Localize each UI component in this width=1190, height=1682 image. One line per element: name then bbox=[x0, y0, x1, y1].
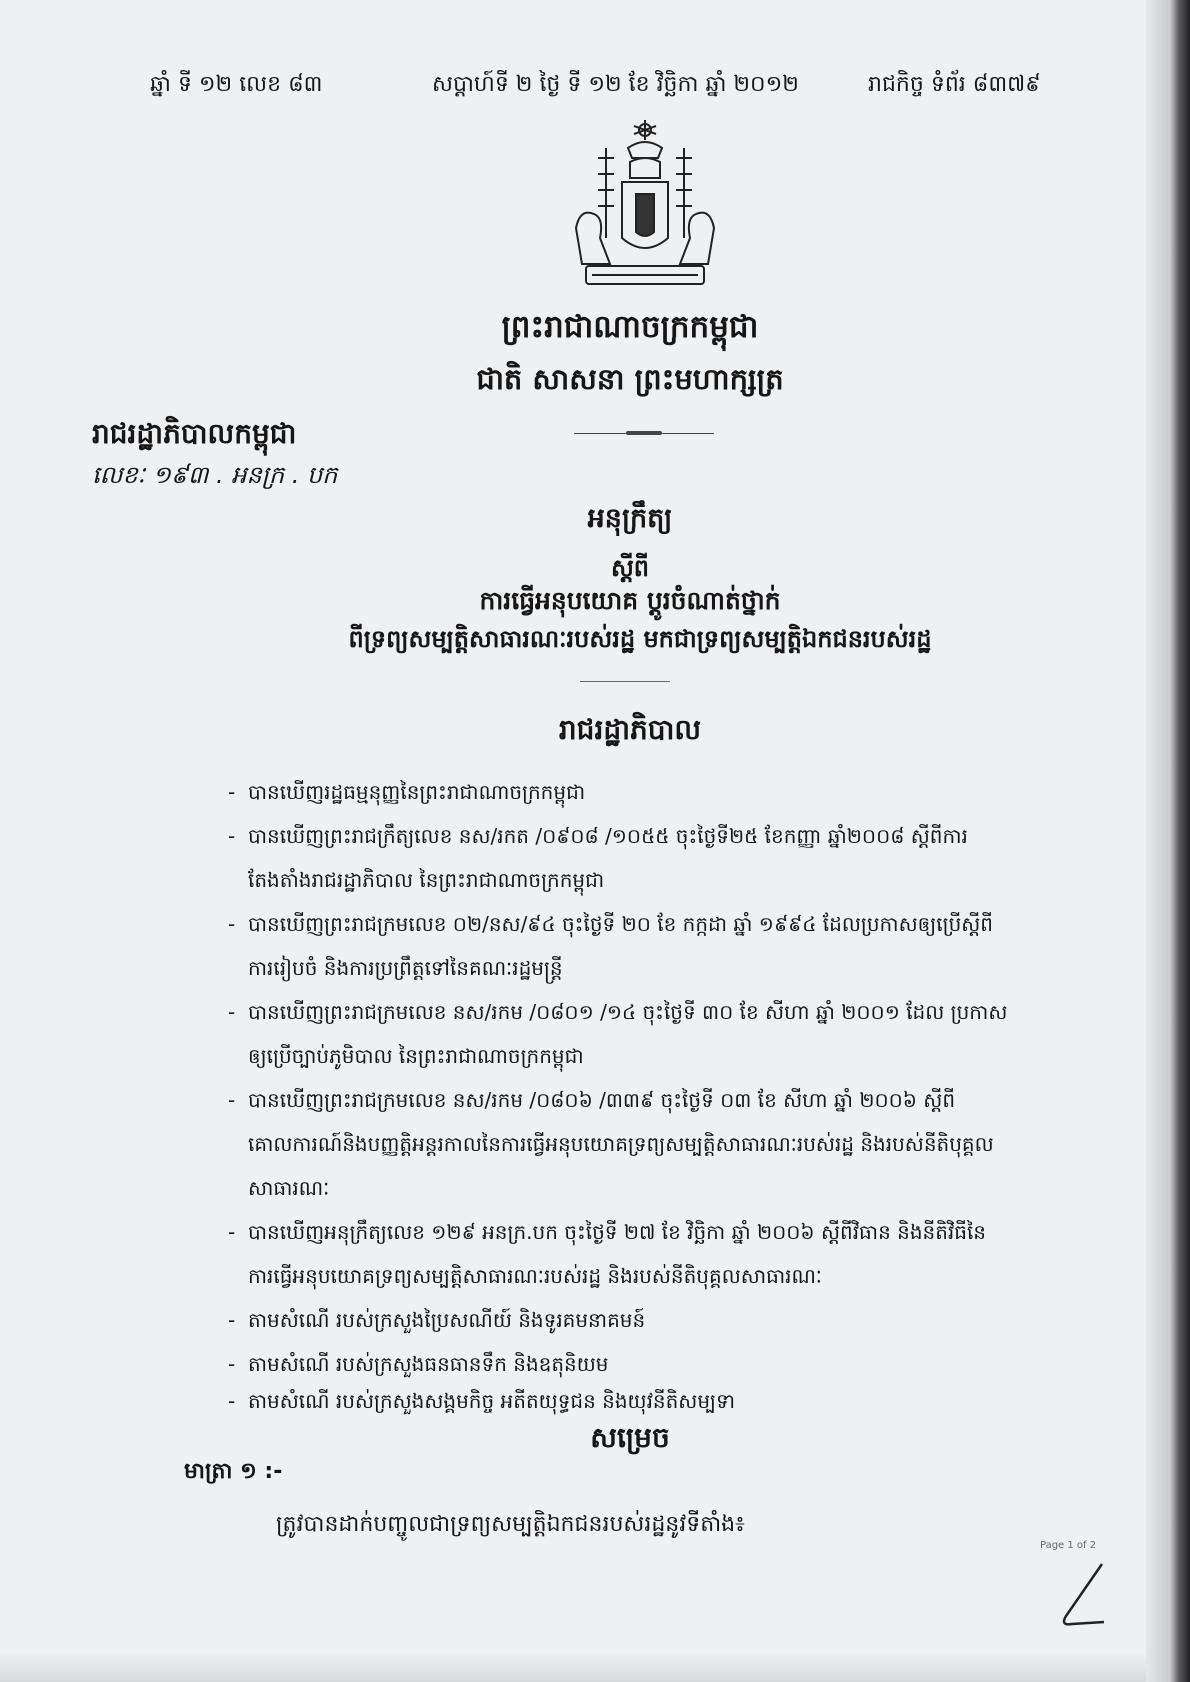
consideration-line: តាមសំណើ របស់ក្រសួងប្រៃសណីយ៍ និងទូរគមនាគមន៍ bbox=[248, 1308, 646, 1332]
consideration-item bbox=[228, 1078, 1063, 1210]
document-about: ស្តីពី bbox=[610, 554, 650, 582]
consideration-line: បានឃើញព្រះរាជក្រមលេខ ០២/នស/៩៤ ចុះថ្ងៃទី ២០ ខែ កក្កដា ឆ្នាំ ១៩៩៤ ដែលប្រកាសឲ្យប្រើស្តីពី bbox=[248, 912, 993, 936]
document-subject-line-1: ការធ្វើអនុបយោគ ប្តូរចំណាត់ថ្នាក់ bbox=[479, 586, 781, 615]
consideration-item bbox=[228, 1298, 1063, 1342]
gazette-page: រាជកិច្ច ទំព័រ ៨៣៧៩ bbox=[868, 72, 1041, 97]
bullet-dash: - bbox=[228, 824, 236, 848]
gazette-volume: ឆ្នាំ ទី ១២ លេខ ៨៣ bbox=[150, 72, 323, 97]
document-subject-line-2: ពីទ្រព្យសម្បត្តិសាធារណៈរបស់រដ្ឋ មកជាទ្រព្យសម្បត្តិឯកជនរបស់រដ្ឋ bbox=[348, 625, 932, 653]
royal-coat-of-arms-emblem bbox=[570, 118, 720, 296]
consideration-line: ឲ្យប្រើច្បាប់ភូមិបាល នៃព្រះរាជាណាចក្រកម្ពុជា bbox=[248, 1044, 584, 1068]
bullet-dash: - bbox=[228, 1088, 236, 1112]
consideration-line: ការធ្វើអនុបយោគទ្រព្យសម្បត្តិសាធារណៈរបស់រដ្ឋ និងរបស់នីតិបុគ្គលសាធារណៈ bbox=[248, 1264, 823, 1288]
national-motto: ជាតិ សាសនា ព្រះមហាក្សត្រ bbox=[476, 362, 784, 396]
article-text: ត្រូវបានដាក់បញ្ចូលជាទ្រព្យសម្បត្តិឯកជនរបស់រដ្ឋនូវទីតាំង៖ bbox=[276, 1512, 745, 1537]
handwritten-mark-icon bbox=[1052, 1560, 1112, 1630]
bullet-dash: - bbox=[228, 1000, 236, 1024]
consideration-item bbox=[228, 902, 1063, 990]
document-type: អនុក្រឹត្យ bbox=[587, 503, 673, 534]
consideration-line: បានឃើញព្រះរាជក្រមលេខ នស/រកម /០៨០៦ /៣៣៩ ចុះថ្ងៃទី ០៣ ខែ សីហា ឆ្នាំ ២០០៦ ស្តីពី bbox=[248, 1088, 956, 1112]
consideration-item bbox=[228, 1342, 1063, 1386]
consideration-item bbox=[228, 990, 1063, 1078]
consideration-line: បានឃើញរដ្ឋធម្មនុញ្ញនៃព្រះរាជាណាចក្រកម្ពុជា bbox=[248, 780, 586, 804]
bullet-dash: - bbox=[228, 780, 236, 804]
scan-page-edge bbox=[1146, 0, 1190, 1682]
document-number: លេខៈ ១៩៣ . អនក្រ . បក bbox=[92, 461, 338, 489]
consideration-line: គោលការណ៍និងបញ្ញត្តិអន្តរកាលនៃការធ្វើអនុបយោគទ្រព្យសម្បត្តិសាធារណៈរបស់រដ្ឋ និងរបស់នីតិបុគ្គល bbox=[248, 1132, 994, 1156]
consideration-line: តាមសំណើ របស់ក្រសួងសង្គមកិច្ច អតីតយុទ្ធជន និងយុវនីតិសម្បទា bbox=[248, 1389, 736, 1413]
scan-bottom-shadow bbox=[0, 1652, 1146, 1682]
government-heading: រាជរដ្ឋាភិបាល bbox=[558, 713, 702, 746]
title-divider bbox=[580, 681, 670, 682]
consideration-line: បានឃើញព្រះរាជក្រមលេខ នស/រកម /០៨០១ /១៤ ចុះថ្ងៃទី ៣០ ខែ សីហា ឆ្នាំ ២០០១ ដែល ប្រកាស bbox=[248, 1000, 1008, 1024]
consideration-line: បានឃើញព្រះរាជក្រឹត្យលេខ នស/រកត /០៩០៨ /១០៥៥ ចុះថ្ងៃទី២៥ ខែកញ្ញា ឆ្នាំ២០០៨ ស្តីពីការ bbox=[248, 824, 968, 848]
issuer-name: រាជរដ្ឋាភិបាលកម្ពុជា bbox=[92, 417, 297, 450]
bullet-dash: - bbox=[228, 1308, 236, 1332]
gazette-date: សប្តាហ៍ទី ២ ថ្ងៃ ទី ១២ ខែ វិច្ឆិកា ឆ្នាំ ២០១២ bbox=[432, 72, 799, 97]
bullet-dash: - bbox=[228, 912, 236, 936]
consideration-line: ការរៀបចំ និងការប្រព្រឹត្តទៅនៃគណៈរដ្ឋមន្ត្រី bbox=[248, 956, 563, 980]
bullet-dash: - bbox=[228, 1220, 236, 1244]
article-label: មាត្រា ១ :- bbox=[184, 1459, 283, 1484]
consideration-item bbox=[228, 1386, 1063, 1416]
page-number: Page 1 of 2 bbox=[1040, 1540, 1097, 1551]
motto-divider-ornament bbox=[626, 431, 662, 435]
consideration-line: បានឃើញអនុក្រឹត្យលេខ ១២៩ អនក្រ.បក ចុះថ្ងៃទី ២៧ ខែ វិច្ឆិកា ឆ្នាំ ២០០៦ ស្តីពីវិធាន និងនីតិវិធីនៃ bbox=[248, 1220, 986, 1244]
consideration-line: តាមសំណើ របស់ក្រសួងធនធានទឹក និងឧតុនិយម bbox=[248, 1352, 609, 1376]
consideration-item bbox=[228, 814, 1063, 902]
consideration-item bbox=[228, 770, 1063, 814]
consideration-line: តែងតាំងរាជរដ្ឋាភិបាល នៃព្រះរាជាណាចក្រកម្ពុជា bbox=[248, 868, 605, 892]
bullet-dash: - bbox=[228, 1352, 236, 1376]
consideration-item bbox=[228, 1210, 1063, 1298]
bullet-dash: - bbox=[228, 1389, 236, 1413]
consideration-line: សាធារណៈ bbox=[248, 1176, 330, 1200]
kingdom-name: ព្រះរាជាណាចក្រកម្ពុជា bbox=[501, 309, 759, 345]
decision-heading: សម្រេច bbox=[590, 1421, 670, 1454]
